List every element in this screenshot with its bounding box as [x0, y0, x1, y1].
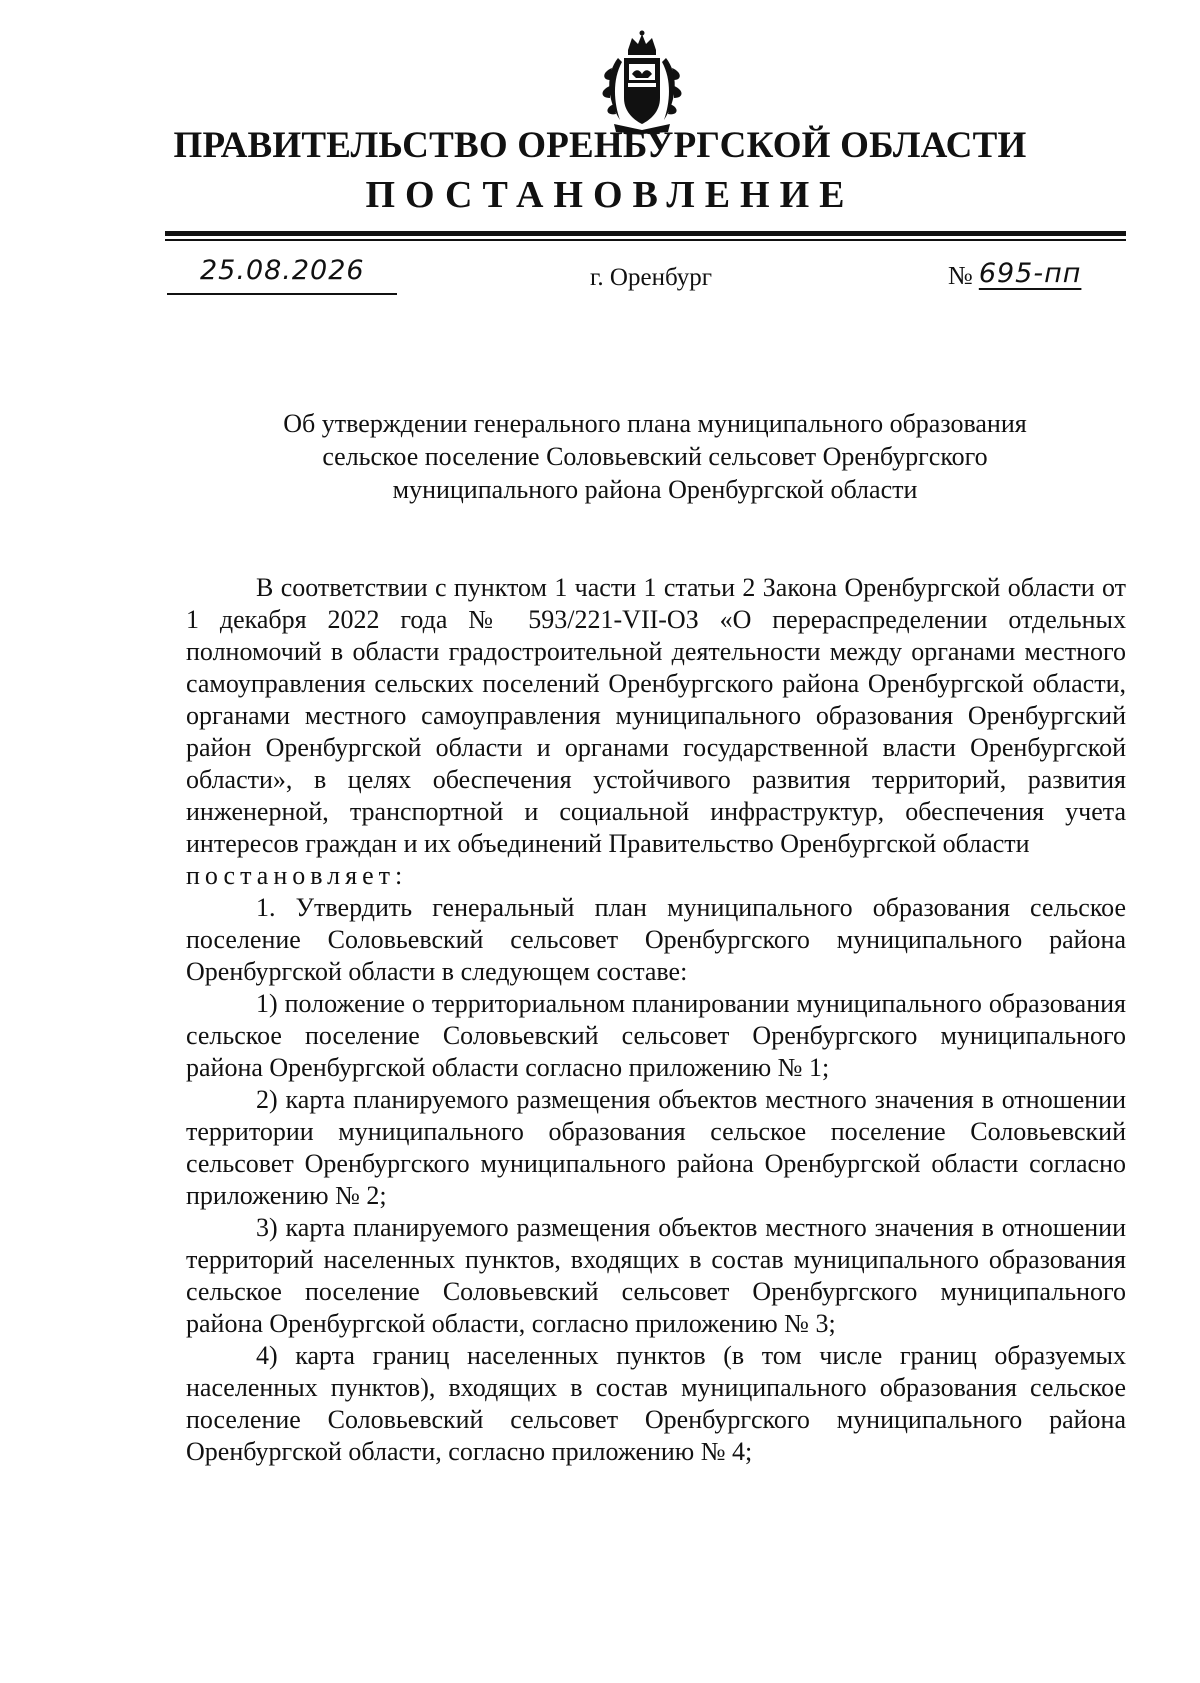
title-line: муниципального района Оренбургской области — [392, 475, 918, 504]
preamble-paragraph: В соответствии с пунктом 1 части 1 статьи 2 Закона Оренбургской области от 1 декабря 2022 года № 593/221-VII-ОЗ «О перераспределении отдельных полномочий в области градостроительной деятельности между органами местного самоуправления сельских поселений Оренбургского района Оренбургской области, органами местного самоуправления муниципального образования Оренбургский район Оренбургской области и органами государственной власти Оренбургской области», в целях обеспечения устойчивого развития территорий, развития инженерной, транспортной и социальной инфраструктур, обеспечения учета интересов граждан и их объединений Правительство Оренбургской области — [186, 573, 1126, 858]
number-value: 695-пп — [978, 258, 1082, 289]
header-divider-thick — [165, 231, 1126, 236]
resolves-word: постановляет: — [186, 861, 408, 890]
subitem-paragraph: 3) карта планируемого размещения объектов местного значения в отношении территорий населенных пунктов, входящих в состав муниципального образования сельское поселение Соловьевский сельсовет Оренбургского муниципального района Оренбургской области, согласно приложению № 3; — [186, 1213, 1126, 1338]
header-divider-thin — [165, 239, 1126, 241]
item-1-paragraph: 1. Утвердить генеральный план муниципального образования сельское поселение Соловьевский сельсовет Оренбургского муниципального района Оренбургской области в следующем составе: — [186, 893, 1126, 986]
subitem-paragraph: 1) положение о территориальном планировании муниципального образования сельское поселение Соловьевский сельсовет Оренбургского муниципального района Оренбургской области согласно приложению № 1; — [186, 989, 1126, 1082]
title-line: сельское поселение Соловьевский сельсовет Оренбургского — [322, 442, 988, 471]
date-underline — [167, 293, 397, 295]
subitem-paragraph: 2) карта планируемого размещения объектов местного значения в отношении территории муниципального образования сельское поселение Соловьевский сельсовет Оренбургского муниципального района Оренбургской области согласно приложению № 2; — [186, 1085, 1126, 1210]
number-sign: № — [948, 261, 973, 290]
issuing-authority: ПРАВИТЕЛЬСТВО ОРЕНБУРГСКОЙ ОБЛАСТИ — [173, 125, 1027, 166]
coat-of-arms-icon — [588, 28, 696, 136]
decree-body — [186, 572, 1126, 1468]
subitem-paragraph: 4) карта границ населенных пунктов (в том числе границ образуемых населенных пунктов), входящих в состав муниципального образования сельское поселение Соловьевский сельсовет Оренбургского муниципального района Оренбургской области, согласно приложению № 4; — [186, 1341, 1126, 1466]
decree-title — [220, 407, 1090, 506]
document-type: ПОСТАНОВЛЕНИЕ — [365, 174, 855, 216]
decree-city: г. Оренбург — [590, 264, 712, 291]
decree-number — [948, 258, 1081, 289]
decree-date: 25.08.2026 — [200, 255, 365, 286]
title-line: Об утверждении генерального плана муниципального образования — [283, 409, 1027, 438]
